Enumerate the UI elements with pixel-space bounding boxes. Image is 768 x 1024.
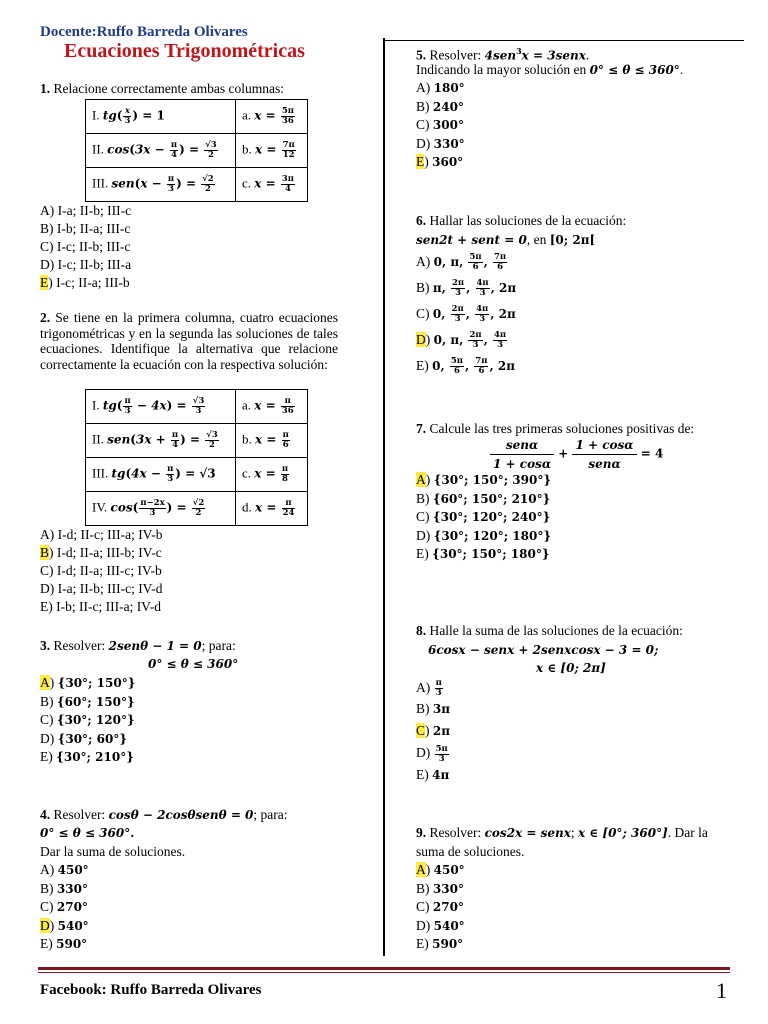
question-9-options: [416, 861, 465, 954]
option-d[interactable]: D) {30°; 120°; 180°}: [416, 527, 552, 543]
option-e[interactable]: E) {30°; 210°}: [40, 749, 134, 764]
question-4: 4. Resolver: cosθ − 2cosθsenθ = 0; para:: [40, 807, 288, 822]
option-e[interactable]: E) 590°: [40, 936, 88, 951]
question-6-eq: sen2t + sent = 0, en [0; 2π[: [416, 232, 596, 247]
question-5: 5. Resolver: 4sen$^3$x = 3senx.: [416, 46, 590, 63]
footer-facebook: Facebook: Ruffo Barreda Olivares: [40, 982, 262, 998]
page-number: 1: [716, 978, 727, 1003]
option-b[interactable]: B) π, $\frac{2\pi}{3}$ , $\frac{4\pi}{3}$ , 2π: [416, 278, 517, 299]
option-a[interactable]: A) I-a; II-b; III-c: [40, 203, 132, 218]
answer-highlight: B: [40, 545, 50, 560]
q2-eq-1: I. tg( $\frac{\pi}{3}$ − 4x) = $\frac{√3}{3}$: [86, 390, 236, 424]
option-d[interactable]: D) {30°; 60°}: [40, 730, 128, 746]
option-c[interactable]: C) 270°: [416, 899, 464, 914]
question-1-text: Relacione correctamente ambas columnas:: [53, 81, 285, 96]
option-e[interactable]: E) I-c; II-a; III-b: [40, 275, 130, 290]
option-b[interactable]: B) 330°: [416, 880, 464, 896]
q2-sol-c: c. x = $\frac{\pi}{8}$: [236, 458, 308, 492]
q2-sol-a: a. x = $\frac{\pi}{36}$: [236, 390, 308, 424]
option-d[interactable]: D) I-a; II-b; III-c; IV-d: [40, 581, 163, 596]
question-2: [40, 310, 338, 372]
q2-eq-4: IV. cos( $\frac{\pi-2x}{3}$ ) = $\frac{√2}{2}$: [86, 492, 236, 526]
question-1-number: 1.: [40, 81, 51, 96]
q1-eq-1: I. tg( $\frac{x}{3}$ ) = 1: [86, 100, 236, 134]
question-2-table: [85, 389, 308, 526]
question-1-options: [40, 202, 131, 292]
question-5-extra: Indicando la mayor solución en 0° ≤ θ ≤ 360°.: [416, 62, 684, 77]
question-5-options: [416, 79, 465, 172]
question-8-eq: 6cosx − senx + 2senxcosx − 3 = 0;: [428, 643, 659, 657]
option-e[interactable]: E) I-b; II-c; III-a; IV-d: [40, 599, 161, 614]
option-d[interactable]: D) 0, π, $\frac{2\pi}{3}$ , $\frac{4\pi}{3}$: [416, 330, 507, 351]
option-c[interactable]: C) 270°: [40, 899, 88, 914]
option-e[interactable]: E) 0, $\frac{5\pi}{6}$ , $\frac{7\pi}{6}$ , 2π: [416, 356, 515, 377]
question-3-options: [40, 674, 135, 767]
option-d[interactable]: D) $\frac{5\pi}{3}$: [416, 743, 448, 764]
question-7-equation: $\frac{\text{senα}}{1 + \cos\alpha}$ + $\frac{1 + \cos\alpha}{\text{senα}}$ = 4: [490, 436, 663, 473]
option-b[interactable]: B) 240°: [416, 98, 464, 114]
option-c[interactable]: C) 0, $\frac{2\pi}{3}$ , $\frac{4\pi}{3}$ , 2π: [416, 304, 516, 325]
option-b[interactable]: B) {60°; 150°; 210°}: [416, 490, 551, 506]
question-7: 7. Calcule las tres primeras soluciones positivas de:: [416, 421, 695, 436]
question-8-options: [416, 677, 450, 786]
question-9-extra: suma de soluciones.: [416, 844, 525, 859]
equation: 2senθ − 1 = 0: [108, 639, 202, 653]
option-e[interactable]: E) 4π: [416, 766, 450, 782]
option-c[interactable]: C) {30°; 120°}: [40, 712, 135, 727]
question-8: 8. Halle la suma de las soluciones de la ecuación:: [416, 623, 683, 638]
q2-eq-3: III. tg(4x − $\frac{\pi}{3}$ ) = √3: [86, 458, 236, 492]
teacher-name: Docente:Ruffo Barreda Olivares: [40, 24, 248, 40]
option-d[interactable]: D) I-c; II-b; III-a: [40, 257, 132, 272]
option-b[interactable]: B) 330°: [40, 880, 88, 896]
option-c[interactable]: C) I-d; II-a; III-c; IV-b: [40, 563, 162, 578]
option-a[interactable]: A) $\frac{\pi}{3}$: [416, 678, 442, 699]
q2-eq-2: II. sen(3x + $\frac{\pi}{4}$ ) = $\frac{√3}{2}$: [86, 424, 236, 458]
option-a[interactable]: A) 450°: [416, 862, 465, 877]
q1-sol-a: a. x = $\frac{5\pi}{36}$: [236, 100, 308, 134]
question-3: 3. Resolver: 2senθ − 1 = 0; para:: [40, 638, 236, 653]
q1-sol-c: c. x = $\frac{3\pi}{4}$: [236, 168, 308, 202]
option-c[interactable]: C) {30°; 120°; 240°}: [416, 509, 551, 524]
answer-highlight: E: [40, 275, 49, 290]
question-8-interval: x ∈ [0; 2π]: [536, 661, 606, 675]
option-e[interactable]: E) {30°; 150°; 180°}: [416, 546, 550, 561]
column-divider: [383, 38, 385, 956]
option-b[interactable]: B) I-b; II-a; III-c: [40, 221, 131, 236]
question-4-options: [40, 861, 89, 954]
option-e[interactable]: E) 360°: [416, 154, 464, 169]
q1-sol-b: b. x = $\frac{7\pi}{12}$: [236, 134, 308, 168]
option-c[interactable]: C) I-c; II-b; III-c: [40, 239, 131, 254]
question-6: 6. Hallar las soluciones de la ecuación:: [416, 213, 627, 228]
option-d[interactable]: D) 330°: [416, 135, 465, 151]
question-7-options: [416, 471, 551, 564]
q2-sol-d: d. x = $\frac{\pi}{24}$: [236, 492, 308, 526]
option-b[interactable]: B) I-d; II-a; III-b; IV-c: [40, 545, 162, 560]
question-2-text: Se tiene en la primera columna, cuatro ecuaciones trigonométricas y en la segunda las soluciones de tales ecuaciones. Identifique la alternativa que relacione correctamente la ecuación con la respectiva solución:: [40, 310, 338, 372]
equation: cosθ − 2cosθsenθ = 0: [108, 808, 254, 822]
option-c[interactable]: C) 2π: [416, 723, 451, 739]
option-a[interactable]: A) I-d; II-c; III-a; IV-b: [40, 527, 163, 542]
q1-eq-2: II. cos(3x − $\frac{\pi}{4}$ ) = $\frac{√3}{2}$: [86, 134, 236, 168]
option-a[interactable]: A) {30°; 150°; 390°}: [416, 472, 552, 487]
q1-eq-3: III. sen(x − $\frac{\pi}{3}$ ) = $\frac{√2}{2}$: [86, 168, 236, 202]
option-a[interactable]: A) 450°: [40, 862, 89, 877]
page-title: Ecuaciones Trigonométricas: [64, 40, 305, 62]
question-2-number: 2.: [40, 310, 51, 325]
question-9: 9. Resolver: cos2x = senx; x ∈ [0°; 360°]. Dar la: [416, 825, 708, 840]
question-3-range: 0° ≤ θ ≤ 360°: [148, 657, 239, 671]
question-1: [40, 80, 284, 99]
question-2-options: [40, 526, 162, 616]
option-a[interactable]: A) 180°: [416, 80, 465, 95]
footer-rule-thin: [38, 972, 730, 973]
top-divider: [384, 40, 744, 41]
option-b[interactable]: B) {60°; 150°}: [40, 693, 135, 709]
option-c[interactable]: C) 300°: [416, 117, 464, 132]
question-4-range: 0° ≤ θ ≤ 360°.: [40, 826, 135, 840]
option-b[interactable]: B) 3π: [416, 701, 451, 717]
question-4-extra: Dar la suma de soluciones.: [40, 844, 186, 859]
question-1-table: [85, 99, 308, 202]
footer-rule: [38, 967, 730, 970]
option-e[interactable]: E) 590°: [416, 936, 464, 951]
option-a[interactable]: A) {30°; 150°}: [40, 675, 136, 690]
q2-sol-b: b. x = $\frac{\pi}{6}$: [236, 424, 308, 458]
question-6-options: [416, 249, 516, 379]
option-a[interactable]: A) 0, π, $\frac{5\pi}{6}$ , $\frac{7\pi}{6}$: [416, 252, 507, 273]
option-d[interactable]: D) 540°: [40, 917, 89, 933]
option-d[interactable]: D) 540°: [416, 917, 465, 933]
